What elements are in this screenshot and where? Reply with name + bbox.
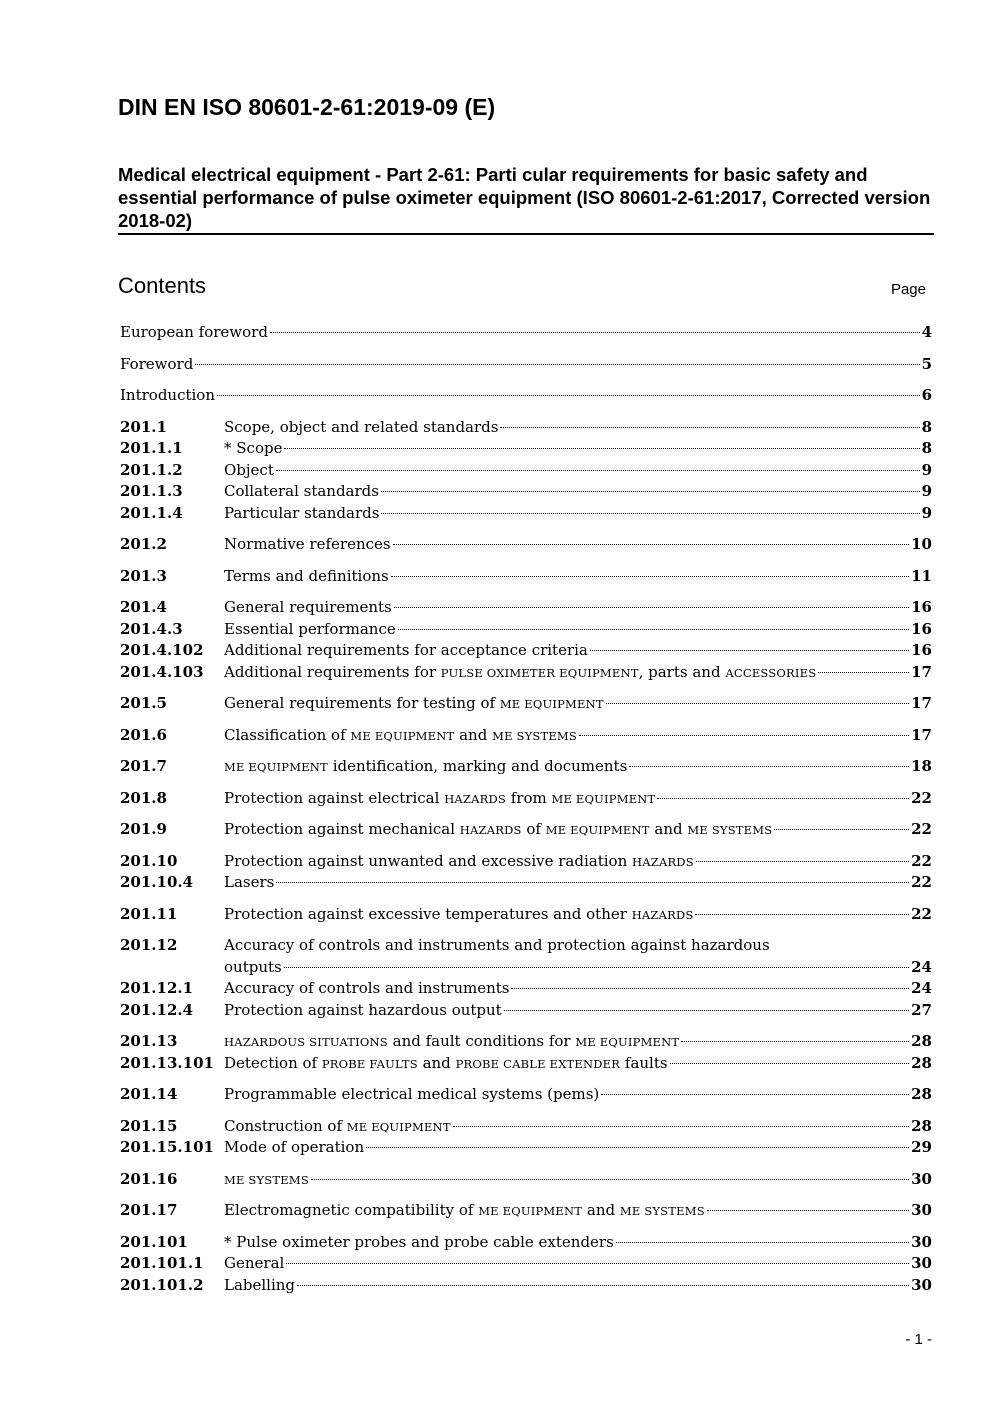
- toc-leader-dots: [707, 1210, 909, 1211]
- toc-entry-number: 201.14: [120, 1085, 178, 1103]
- toc-entry-page: 24: [911, 979, 932, 997]
- toc-entry-page: 9: [921, 461, 932, 479]
- toc-entry[interactable]: [120, 416, 932, 438]
- toc-entry-page: 28: [911, 1085, 932, 1103]
- toc-entry-number: 201.10.4: [120, 873, 194, 891]
- toc-leader-dots: [276, 470, 920, 471]
- toc-entry[interactable]: [120, 850, 932, 872]
- toc-entry-number: 201.101: [120, 1233, 188, 1251]
- toc-entry-number: 201.11: [120, 905, 178, 923]
- toc-entry-title: Detection of PROBE FAULTS and PROBE CABLE EXTENDER faults: [224, 1054, 668, 1072]
- toc-entry[interactable]: [120, 1030, 932, 1052]
- toc-leader-dots: [398, 629, 909, 630]
- toc-entry-page: 9: [921, 482, 932, 500]
- toc-entry-page: 10: [911, 535, 932, 553]
- toc-entry-number: 201.8: [120, 789, 167, 807]
- toc-entry[interactable]: [120, 999, 932, 1021]
- toc-entry-page: 22: [911, 852, 932, 870]
- toc-entry[interactable]: [120, 480, 932, 502]
- toc-entry-page: 30: [911, 1170, 932, 1188]
- toc-entry[interactable]: [120, 437, 932, 459]
- page-number: - 1 -: [905, 1331, 932, 1348]
- toc-entry-page: 30: [911, 1276, 932, 1294]
- toc-entry-title: Protection against electrical HAZARDS from ME EQUIPMENT: [224, 789, 656, 807]
- toc-entry[interactable]: [120, 755, 932, 777]
- toc-leader-dots: [381, 513, 919, 514]
- toc-entry-page: 29: [911, 1138, 932, 1156]
- toc-leader-dots: [670, 1063, 910, 1064]
- toc-entry-number: 201.6: [120, 726, 167, 744]
- toc-entry-number: 201.1.4: [120, 504, 183, 522]
- toc-entry-title: Lasers: [224, 873, 275, 891]
- toc-entry-number: 201.1.1: [120, 439, 183, 457]
- toc-entry-number: 201.4.103: [120, 663, 204, 681]
- toc-entry-number: 201.1.3: [120, 482, 183, 500]
- page-column-label: Page: [890, 281, 926, 298]
- toc-entry-page: 16: [911, 598, 932, 616]
- toc-entry[interactable]: [120, 533, 932, 555]
- toc-entry-page: 17: [911, 726, 932, 744]
- toc-leader-dots: [391, 576, 909, 577]
- toc-leader-dots: [818, 672, 909, 673]
- toc-entry-number: 201.15.101: [120, 1138, 214, 1156]
- contents-heading: Contents: [118, 273, 207, 298]
- toc-entry[interactable]: [120, 903, 932, 925]
- toc-entry-page: 16: [911, 641, 932, 659]
- toc-entry[interactable]: [120, 1115, 932, 1137]
- toc-entry-page: 28: [911, 1117, 932, 1135]
- toc-leader-dots: [284, 967, 909, 968]
- toc-entry-number: 201.101.1: [120, 1254, 204, 1272]
- toc-entry-title: Scope, object and related standards: [224, 418, 499, 436]
- toc-entry-page: 8: [921, 439, 932, 457]
- toc-entry-wrapped[interactable]: [120, 934, 932, 956]
- toc-entry-title: Additional requirements for PULSE OXIMETER EQUIPMENT, parts and ACCESSORIES: [224, 663, 817, 681]
- toc-entry-title: Collateral standards: [224, 482, 379, 500]
- toc-leader-dots: [579, 735, 909, 736]
- toc-entry[interactable]: [120, 1168, 932, 1190]
- toc-entry-number: 201.3: [120, 567, 167, 585]
- toc-entry-title-line2: outputs: [224, 958, 282, 976]
- toc-leader-dots: [311, 1179, 909, 1180]
- toc-entry-title: Mode of operation: [224, 1138, 365, 1156]
- toc-entry-number: 201.9: [120, 820, 167, 838]
- toc-entry[interactable]: [120, 818, 932, 840]
- toc-entry-title: * Scope: [224, 439, 283, 457]
- toc-entry-title: ME EQUIPMENT identification, marking and documents: [224, 757, 628, 775]
- toc-entry[interactable]: [120, 565, 932, 587]
- toc-entry-page: 22: [911, 905, 932, 923]
- toc-entry-page: 9: [921, 504, 932, 522]
- toc-entry-title: Electromagnetic compatibility of ME EQUIPMENT and ME SYSTEMS: [224, 1201, 705, 1219]
- toc-entry-number: 201.13.101: [120, 1054, 214, 1072]
- toc-entry-title: Essential performance: [224, 620, 396, 638]
- toc-entry-page: 16: [911, 620, 932, 638]
- toc-entry-title: ME SYSTEMS: [224, 1173, 309, 1187]
- toc-entry-number: 201.2: [120, 535, 167, 553]
- toc-entry-number: 201.12.1: [120, 979, 194, 997]
- title-rule: [118, 233, 934, 235]
- toc-entry-title: Introduction: [120, 386, 215, 404]
- toc-entry-page: 6: [921, 386, 932, 404]
- toc-entry-page: 4: [921, 323, 932, 341]
- toc-entry-title: Particular standards: [224, 504, 380, 522]
- toc-entry[interactable]: [120, 871, 932, 893]
- toc-entry-number: 201.101.2: [120, 1276, 204, 1294]
- toc-entry[interactable]: [120, 1231, 932, 1253]
- toc-entry[interactable]: [120, 502, 932, 524]
- toc-leader-dots: [217, 395, 920, 396]
- toc-entry-title: Labelling: [224, 1276, 296, 1294]
- document-subtitle: Medical electrical equipment - Part 2-61: Parti cular requirements for basic safety and essential performance of pulse oximeter equipment (ISO 80601-2-61:2017, Corrected version 2018-02): [118, 164, 931, 231]
- toc-leader-dots: [681, 1041, 909, 1042]
- toc-entry-page: 30: [911, 1254, 932, 1272]
- toc-entry-page: 5: [921, 355, 932, 373]
- toc-leader-dots: [590, 650, 909, 651]
- toc-leader-dots: [270, 332, 920, 333]
- toc-leader-dots: [276, 882, 909, 883]
- toc-entry-title-line1: Accuracy of controls and instruments and protection against hazardous: [224, 936, 770, 954]
- toc-leader-dots: [393, 544, 910, 545]
- toc-entry-page: 22: [911, 873, 932, 891]
- toc-entry-number: 201.10: [120, 852, 178, 870]
- toc-entry-page: 28: [911, 1054, 932, 1072]
- toc-entry-number: 201.13: [120, 1032, 178, 1050]
- toc-entry-title: Protection against hazardous output: [224, 1001, 502, 1019]
- toc-entry-number: 201.4.102: [120, 641, 204, 659]
- toc-entry-title: European foreword: [120, 323, 268, 341]
- toc-entry-title: * Pulse oximeter probes and probe cable extenders: [224, 1233, 614, 1251]
- toc-leader-dots: [284, 448, 919, 449]
- toc-entry-title: Classification of ME EQUIPMENT and ME SYSTEMS: [224, 726, 577, 744]
- toc-entry[interactable]: [120, 321, 932, 343]
- toc-entry[interactable]: [120, 639, 932, 661]
- toc-leader-dots: [606, 703, 909, 704]
- document-title: DIN EN ISO 80601-2-61:2019-09 (E): [118, 94, 496, 120]
- toc-entry-page: 17: [911, 663, 932, 681]
- toc-entry-title: Terms and definitions: [224, 567, 389, 585]
- toc-entry-title: Normative references: [224, 535, 391, 553]
- toc-leader-dots: [286, 1263, 909, 1264]
- toc-entry[interactable]: [120, 977, 932, 999]
- toc-entry-title: Accuracy of controls and instruments: [224, 979, 510, 997]
- toc-entry-title: General requirements for testing of ME EQUIPMENT: [224, 694, 604, 712]
- toc-leader-dots: [297, 1285, 909, 1286]
- toc-leader-dots: [601, 1094, 909, 1095]
- toc-entry[interactable]: [120, 459, 932, 481]
- toc-leader-dots: [695, 914, 909, 915]
- toc-leader-dots: [366, 1147, 909, 1148]
- toc-leader-dots: [500, 427, 919, 428]
- toc-entry[interactable]: [120, 661, 932, 683]
- toc-entry-number: 201.16: [120, 1170, 178, 1188]
- toc-entry-number: 201.1: [120, 418, 167, 436]
- toc-leader-dots: [629, 766, 909, 767]
- toc-entry-title: General requirements: [224, 598, 392, 616]
- toc-leader-dots: [394, 607, 909, 608]
- toc-entry[interactable]: [120, 596, 932, 618]
- toc-entry-number: 201.7: [120, 757, 167, 775]
- toc-leader-dots: [696, 861, 909, 862]
- toc-entry-title: Foreword: [120, 355, 194, 373]
- toc-entry-page: 22: [911, 820, 932, 838]
- toc-entry-page: 28: [911, 1032, 932, 1050]
- toc-entry-number: 201.17: [120, 1201, 178, 1219]
- toc-entry[interactable]: [120, 384, 932, 406]
- toc-entry[interactable]: [120, 1274, 932, 1296]
- toc-entry-page: 11: [911, 567, 932, 585]
- toc-entry-page: 17: [911, 694, 932, 712]
- toc-entry-page: 22: [911, 789, 932, 807]
- toc-entry-number: 201.4.3: [120, 620, 183, 638]
- toc-entry[interactable]: [120, 1083, 932, 1105]
- toc-leader-dots: [511, 988, 909, 989]
- toc-entry-title: Protection against mechanical HAZARDS of ME EQUIPMENT and ME SYSTEMS: [224, 820, 773, 838]
- toc-entry-number: 201.12: [120, 936, 178, 954]
- toc-entry-title: Additional requirements for acceptance criteria: [224, 641, 588, 659]
- toc-entry[interactable]: [120, 1199, 932, 1221]
- toc-entry-title: Object: [224, 461, 274, 479]
- toc-leader-dots: [504, 1010, 909, 1011]
- toc-entry[interactable]: [120, 787, 932, 809]
- toc-leader-dots: [657, 798, 909, 799]
- toc-entry-number: 201.4: [120, 598, 167, 616]
- toc-entry-number: 201.15: [120, 1117, 178, 1135]
- toc-entry-page: 27: [911, 1001, 932, 1019]
- toc-entry-continuation[interactable]: [224, 956, 932, 978]
- toc-entry-page: 30: [911, 1233, 932, 1251]
- toc-entry[interactable]: [120, 724, 932, 746]
- toc-entry[interactable]: [120, 1052, 932, 1074]
- toc-leader-dots: [381, 491, 920, 492]
- toc-entry[interactable]: [120, 353, 932, 375]
- toc-entry-number: 201.5: [120, 694, 167, 712]
- toc-entry-title: Construction of ME EQUIPMENT: [224, 1117, 451, 1135]
- toc-entry[interactable]: [120, 618, 932, 640]
- toc-leader-dots: [616, 1242, 909, 1243]
- toc-entry-page: 30: [911, 1201, 932, 1219]
- toc-entry-title: Protection against excessive temperatures and other HAZARDS: [224, 905, 694, 923]
- toc-entry-title: Protection against unwanted and excessive radiation HAZARDS: [224, 852, 694, 870]
- toc-leader-dots: [195, 364, 919, 365]
- toc-entry-title: HAZARDOUS SITUATIONS and fault conditions for ME EQUIPMENT: [224, 1032, 680, 1050]
- toc-entry-title: General: [224, 1254, 285, 1272]
- toc-entry-title: Programmable electrical medical systems (pems): [224, 1085, 600, 1103]
- toc-entry-number: 201.1.2: [120, 461, 183, 479]
- toc-leader-dots: [453, 1126, 909, 1127]
- toc-entry-number: 201.12.4: [120, 1001, 194, 1019]
- toc-entry[interactable]: [120, 1252, 932, 1274]
- toc-entry[interactable]: [120, 692, 932, 714]
- toc-entry-page: 8: [921, 418, 932, 436]
- toc-entry-page: 24: [911, 958, 932, 976]
- toc-entry-page: 18: [911, 757, 932, 775]
- toc-leader-dots: [774, 829, 909, 830]
- toc-entry[interactable]: [120, 1136, 932, 1158]
